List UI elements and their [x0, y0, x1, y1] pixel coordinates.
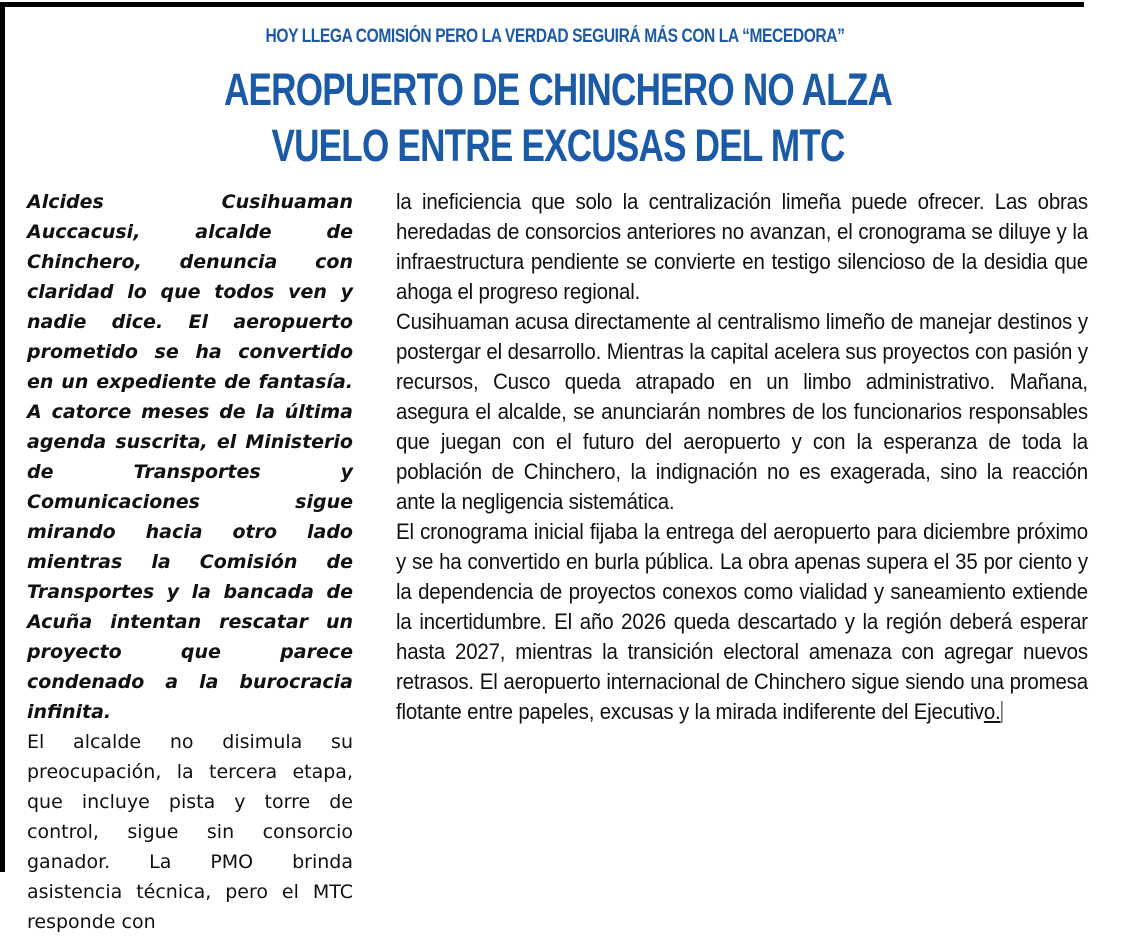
top-border-rule: [0, 2, 1084, 7]
headline: [123, 62, 993, 174]
body-paragraph-1: El alcalde no disimula su preocupación, la tercera etapa, que incluye pista y torre de control, sigue sin consorcio ganador. La PMO brinda asistencia técnica, pero el MTC responde con: [27, 731, 353, 933]
end-bar-icon: [1001, 701, 1002, 723]
headline-line-2: VUELO ENTRE EXCUSAS DEL MTC: [271, 120, 845, 171]
body-paragraph-3: Cusihuaman acusa directamente al centralismo limeño de manejar destinos y postergar el desarrollo. Mientras la capital acelera sus proyectos con pasión y recursos, Cusco queda atrapado en un limbo administrativo. Mañana, asegura el alcalde, se anunciarán nombres de los funcionarios responsables que juegan con el futuro del aeropuerto y con la esperanza de toda la población de Chinchero, la indignación no es exagerada, sino la reacción ante la negligencia sistemática.: [396, 309, 1088, 514]
body-paragraph-4-text: El cronograma inicial fijaba la entrega del aeropuerto para diciembre próximo y se ha convertido en burla pública. La obra apenas supera el 35 por ciento y la dependencia de proyectos conexos como vialidad y saneamiento extiende la incertidumbre. El año 2026 queda descartado y la región deberá esperar hasta 2027, mientras la transición electoral amenaza con agregar nuevos retrasos. El aeropuerto internacional de Chinchero sigue siendo una promesa flotante entre papeles, excusas y la mirada indiferente del Ejecutiv: [396, 519, 1088, 724]
kicker-subheadline: HOY LLEGA COMISIÓN PERO LA VERDAD SEGUIRÁ MÁS CON LA “MECEDORA”: [265, 26, 845, 47]
headline-line-1: AEROPUERTO DE CHINCHERO NO ALZA: [223, 64, 893, 115]
left-border-rule: [0, 2, 5, 872]
end-mark: o.: [983, 699, 1001, 724]
article-column-right: [396, 187, 1088, 727]
lead-paragraph: Alcides Cusihuaman Auccacusi, alcalde de Chinchero, denuncia con claridad lo que todos ven y nadie dice. El aeropuerto prometido se ha convertido en un expediente de fantasía. A catorce meses de la última agenda suscrita, el Ministerio de Transportes y Comunicaciones sigue mirando hacia otro lado mientras la Comisión de Transportes y la bancada de Acuña intentan rescatar un proyecto que parece condenado a la burocracia infinita.: [27, 191, 353, 723]
article-column-left: [27, 187, 353, 937]
body-paragraph-2: la ineficiencia que solo la centralización limeña puede ofrecer. Las obras heredadas de consorcios anteriores no avanzan, el cronograma se diluye y la infraestructura pendiente se convierte en testigo silencioso de la desidia que ahoga el progreso regional.: [396, 189, 1088, 304]
body-paragraph-4: [396, 517, 1088, 727]
